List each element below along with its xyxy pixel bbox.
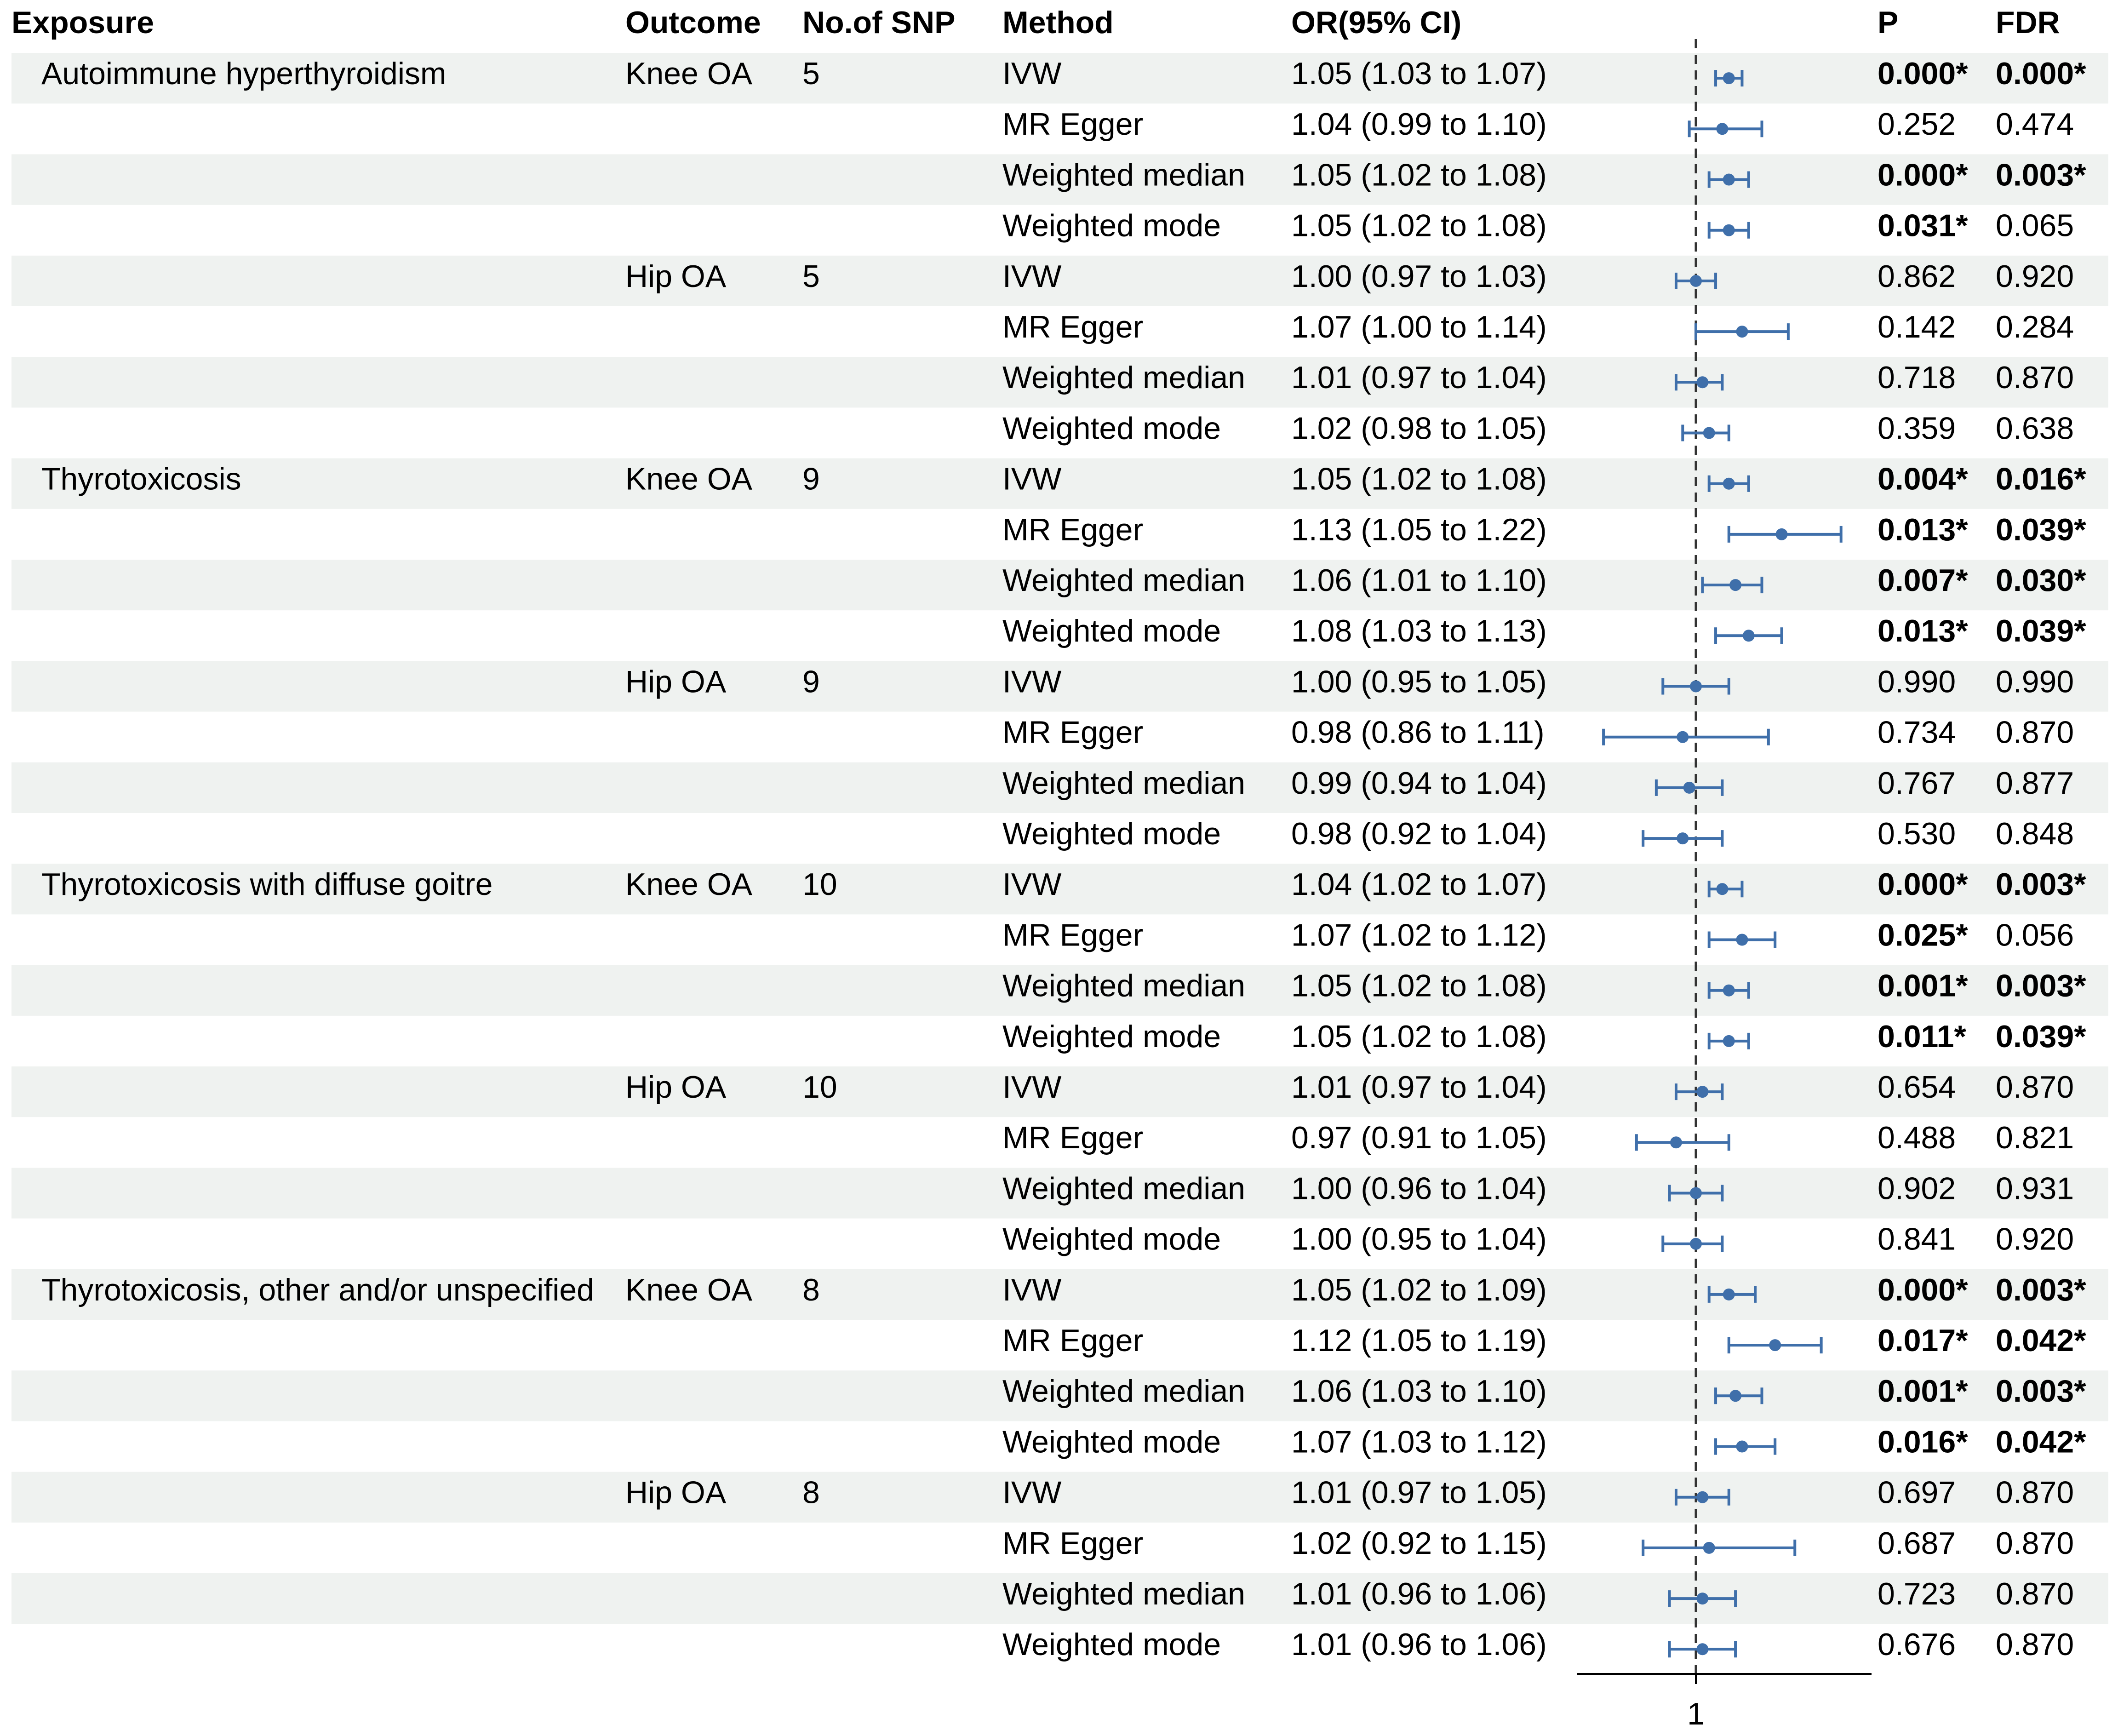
- cell-method: Weighted mode: [1002, 411, 1221, 446]
- cell-exposure: Thyrotoxicosis: [41, 461, 241, 497]
- cell-method: Weighted mode: [1002, 208, 1221, 243]
- cell-or: 1.05 (1.02 to 1.08): [1291, 157, 1547, 193]
- point-estimate: [1690, 1238, 1702, 1250]
- cell-fdr: 0.039*: [1996, 613, 2086, 649]
- cell-fdr: 0.920: [1996, 1221, 2074, 1257]
- point-estimate: [1776, 528, 1788, 540]
- cell-p: 0.001*: [1878, 1374, 1968, 1409]
- cell-method: IVW: [1002, 461, 1062, 497]
- cell-p: 0.007*: [1878, 563, 1968, 598]
- cell-fdr: 0.474: [1996, 107, 2074, 142]
- cell-method: MR Egger: [1002, 512, 1144, 547]
- cell-fdr: 0.920: [1996, 258, 2074, 294]
- cell-method: Weighted median: [1002, 968, 1245, 1003]
- cell-fdr: 0.056: [1996, 917, 2074, 953]
- cell-method: MR Egger: [1002, 1323, 1144, 1358]
- cell-fdr: 0.870: [1996, 360, 2074, 395]
- cell-exposure: Thyrotoxicosis, other and/or unspecified: [41, 1272, 594, 1307]
- cell-fdr: 0.931: [1996, 1171, 2074, 1206]
- cell-or: 1.13 (1.05 to 1.22): [1291, 512, 1547, 547]
- point-estimate: [1723, 72, 1735, 84]
- cell-p: 0.862: [1878, 258, 1956, 294]
- x-axis-tick-label: 1: [1687, 1696, 1705, 1731]
- cell-p: 0.017*: [1878, 1323, 1968, 1358]
- cell-p: 0.031*: [1878, 208, 1968, 243]
- point-estimate: [1696, 1491, 1708, 1503]
- cell-p: 0.013*: [1878, 613, 1968, 649]
- cell-fdr: 0.003*: [1996, 968, 2086, 1003]
- cell-method: IVW: [1002, 867, 1062, 902]
- cell-or: 1.05 (1.03 to 1.07): [1291, 56, 1547, 91]
- point-estimate: [1769, 1339, 1781, 1351]
- cell-method: MR Egger: [1002, 917, 1144, 953]
- point-estimate: [1690, 681, 1702, 693]
- cell-p: 0.990: [1878, 664, 1956, 699]
- point-estimate: [1716, 123, 1728, 135]
- cell-p: 0.000*: [1878, 1272, 1968, 1307]
- point-estimate: [1670, 1136, 1682, 1148]
- cell-or: 1.08 (1.03 to 1.13): [1291, 613, 1547, 649]
- cell-fdr: 0.030*: [1996, 563, 2086, 598]
- cell-nsnp: 10: [802, 1070, 837, 1105]
- cell-nsnp: 9: [802, 461, 820, 497]
- cell-outcome: Hip OA: [625, 1475, 727, 1510]
- cell-p: 0.001*: [1878, 968, 1968, 1003]
- cell-method: IVW: [1002, 258, 1062, 294]
- cell-p: 0.011*: [1878, 1019, 1966, 1054]
- cell-method: MR Egger: [1002, 107, 1144, 142]
- cell-fdr: 0.870: [1996, 1627, 2074, 1662]
- point-estimate: [1703, 1542, 1715, 1554]
- cell-outcome: Knee OA: [625, 461, 752, 497]
- cell-or: 1.02 (0.92 to 1.15): [1291, 1525, 1547, 1561]
- cell-outcome: Hip OA: [625, 664, 727, 699]
- cell-method: IVW: [1002, 56, 1062, 91]
- cell-p: 0.000*: [1878, 867, 1968, 902]
- cell-or: 1.00 (0.97 to 1.03): [1291, 258, 1547, 294]
- cell-method: Weighted median: [1002, 1171, 1245, 1206]
- point-estimate: [1696, 1593, 1708, 1604]
- header-outcome: Outcome: [625, 5, 761, 40]
- cell-p: 0.687: [1878, 1525, 1956, 1561]
- cell-p: 0.025*: [1878, 917, 1968, 953]
- cell-or: 1.02 (0.98 to 1.05): [1291, 411, 1547, 446]
- cell-fdr: 0.003*: [1996, 867, 2086, 902]
- cell-fdr: 0.003*: [1996, 1272, 2086, 1307]
- cell-method: MR Egger: [1002, 1525, 1144, 1561]
- header-row: [11, 5, 2060, 40]
- cell-or: 1.01 (0.97 to 1.04): [1291, 1070, 1547, 1105]
- cell-method: Weighted median: [1002, 360, 1245, 395]
- cell-nsnp: 5: [802, 56, 820, 91]
- cell-p: 0.488: [1878, 1120, 1956, 1156]
- header-p: P: [1878, 5, 1899, 40]
- header-nsnp: No.of SNP: [802, 5, 956, 40]
- cell-fdr: 0.065: [1996, 208, 2074, 243]
- cell-or: 1.05 (1.02 to 1.09): [1291, 1272, 1547, 1307]
- cell-or: 1.01 (0.96 to 1.06): [1291, 1576, 1547, 1611]
- cell-method: IVW: [1002, 1272, 1062, 1307]
- point-estimate: [1690, 275, 1702, 287]
- cell-method: Weighted mode: [1002, 1019, 1221, 1054]
- cell-nsnp: 10: [802, 867, 837, 902]
- cell-or: 1.07 (1.02 to 1.12): [1291, 917, 1547, 953]
- point-estimate: [1736, 934, 1748, 946]
- cell-method: Weighted mode: [1002, 1221, 1221, 1257]
- cell-fdr: 0.870: [1996, 1525, 2074, 1561]
- cell-or: 1.06 (1.03 to 1.10): [1291, 1374, 1547, 1409]
- cell-p: 0.767: [1878, 765, 1956, 801]
- cell-method: Weighted median: [1002, 157, 1245, 193]
- cell-fdr: 0.039*: [1996, 1019, 2086, 1054]
- cell-method: Weighted median: [1002, 563, 1245, 598]
- cell-method: IVW: [1002, 664, 1062, 699]
- cell-p: 0.016*: [1878, 1424, 1968, 1460]
- point-estimate: [1723, 478, 1735, 490]
- cell-or: 0.98 (0.86 to 1.11): [1291, 715, 1545, 750]
- header-or: OR(95% CI): [1291, 5, 1462, 40]
- cell-p: 0.000*: [1878, 56, 1968, 91]
- cell-or: 1.01 (0.96 to 1.06): [1291, 1627, 1547, 1662]
- cell-or: 1.12 (1.05 to 1.19): [1291, 1323, 1547, 1358]
- point-estimate: [1729, 579, 1741, 591]
- cell-or: 1.00 (0.95 to 1.04): [1291, 1221, 1547, 1257]
- cell-method: Weighted mode: [1002, 1627, 1221, 1662]
- cell-or: 0.98 (0.92 to 1.04): [1291, 816, 1547, 851]
- cell-or: 1.05 (1.02 to 1.08): [1291, 1019, 1547, 1054]
- cell-exposure: Autoimmune hyperthyroidism: [41, 56, 446, 91]
- cell-p: 0.000*: [1878, 157, 1968, 193]
- cell-nsnp: 5: [802, 258, 820, 294]
- cell-nsnp: 8: [802, 1475, 820, 1510]
- cell-outcome: Knee OA: [625, 867, 752, 902]
- cell-p: 0.841: [1878, 1221, 1956, 1257]
- cell-fdr: 0.870: [1996, 715, 2074, 750]
- cell-fdr: 0.042*: [1996, 1323, 2086, 1358]
- cell-p: 0.697: [1878, 1475, 1956, 1510]
- cell-outcome: Knee OA: [625, 1272, 752, 1307]
- cell-p: 0.530: [1878, 816, 1956, 851]
- point-estimate: [1696, 376, 1708, 388]
- cell-method: Weighted mode: [1002, 613, 1221, 649]
- cell-or: 1.07 (1.00 to 1.14): [1291, 309, 1547, 344]
- point-estimate: [1683, 782, 1695, 794]
- cell-outcome: Hip OA: [625, 1070, 727, 1105]
- cell-or: 1.00 (0.95 to 1.05): [1291, 664, 1547, 699]
- cell-p: 0.676: [1878, 1627, 1956, 1662]
- point-estimate: [1723, 1035, 1735, 1047]
- cell-method: IVW: [1002, 1475, 1062, 1510]
- cell-fdr: 0.003*: [1996, 1374, 2086, 1409]
- cell-outcome: Knee OA: [625, 56, 752, 91]
- cell-p: 0.252: [1878, 107, 1956, 142]
- cell-or: 1.05 (1.02 to 1.08): [1291, 461, 1547, 497]
- cell-fdr: 0.284: [1996, 309, 2074, 344]
- cell-method: Weighted mode: [1002, 1424, 1221, 1460]
- cell-fdr: 0.848: [1996, 816, 2074, 851]
- point-estimate: [1696, 1086, 1708, 1098]
- cell-method: IVW: [1002, 1070, 1062, 1105]
- cell-or: 1.06 (1.01 to 1.10): [1291, 563, 1547, 598]
- cell-p: 0.718: [1878, 360, 1956, 395]
- point-estimate: [1716, 883, 1728, 895]
- cell-or: 1.04 (1.02 to 1.07): [1291, 867, 1547, 902]
- cell-or: 1.01 (0.97 to 1.04): [1291, 360, 1547, 395]
- cell-or: 1.01 (0.97 to 1.05): [1291, 1475, 1547, 1510]
- cell-method: Weighted median: [1002, 1374, 1245, 1409]
- cell-or: 0.99 (0.94 to 1.04): [1291, 765, 1547, 801]
- cell-fdr: 0.870: [1996, 1576, 2074, 1611]
- cell-fdr: 0.000*: [1996, 56, 2086, 91]
- cell-p: 0.013*: [1878, 512, 1968, 547]
- point-estimate: [1723, 224, 1735, 236]
- point-estimate: [1723, 1289, 1735, 1301]
- cell-nsnp: 9: [802, 664, 820, 699]
- cell-fdr: 0.821: [1996, 1120, 2074, 1156]
- cell-p: 0.142: [1878, 309, 1956, 344]
- cell-fdr: 0.990: [1996, 664, 2074, 699]
- cell-or: 1.05 (1.02 to 1.08): [1291, 968, 1547, 1003]
- point-estimate: [1743, 630, 1755, 642]
- cell-fdr: 0.042*: [1996, 1424, 2086, 1460]
- point-estimate: [1723, 174, 1735, 186]
- cell-outcome: Hip OA: [625, 258, 727, 294]
- header-exposure: Exposure: [11, 5, 154, 40]
- cell-method: Weighted median: [1002, 1576, 1245, 1611]
- point-estimate: [1736, 326, 1748, 338]
- cell-method: Weighted median: [1002, 765, 1245, 801]
- point-estimate: [1677, 731, 1689, 743]
- cell-method: Weighted mode: [1002, 816, 1221, 851]
- cell-p: 0.359: [1878, 411, 1956, 446]
- cell-method: MR Egger: [1002, 1120, 1144, 1156]
- cell-fdr: 0.870: [1996, 1070, 2074, 1105]
- cell-fdr: 0.877: [1996, 765, 2074, 801]
- point-estimate: [1736, 1441, 1748, 1453]
- point-estimate: [1703, 427, 1715, 439]
- cell-or: 1.05 (1.02 to 1.08): [1291, 208, 1547, 243]
- cell-method: MR Egger: [1002, 715, 1144, 750]
- point-estimate: [1677, 832, 1689, 844]
- header-fdr: FDR: [1996, 5, 2060, 40]
- cell-fdr: 0.003*: [1996, 157, 2086, 193]
- cell-fdr: 0.016*: [1996, 461, 2086, 497]
- cell-nsnp: 8: [802, 1272, 820, 1307]
- header-method: Method: [1002, 5, 1114, 40]
- cell-fdr: 0.039*: [1996, 512, 2086, 547]
- cell-p: 0.734: [1878, 715, 1956, 750]
- cell-or: 1.04 (0.99 to 1.10): [1291, 107, 1547, 142]
- cell-p: 0.723: [1878, 1576, 1956, 1611]
- cell-p: 0.004*: [1878, 461, 1968, 497]
- cell-or: 1.00 (0.96 to 1.04): [1291, 1171, 1547, 1206]
- point-estimate: [1723, 985, 1735, 997]
- cell-fdr: 0.638: [1996, 411, 2074, 446]
- cell-p: 0.902: [1878, 1171, 1956, 1206]
- cell-or: 0.97 (0.91 to 1.05): [1291, 1120, 1547, 1156]
- cell-method: MR Egger: [1002, 309, 1144, 344]
- cell-exposure: Thyrotoxicosis with diffuse goitre: [41, 867, 493, 902]
- cell-p: 0.654: [1878, 1070, 1956, 1105]
- cell-or: 1.07 (1.03 to 1.12): [1291, 1424, 1547, 1460]
- point-estimate: [1729, 1390, 1741, 1402]
- point-estimate: [1696, 1643, 1708, 1655]
- point-estimate: [1690, 1187, 1702, 1199]
- cell-fdr: 0.870: [1996, 1475, 2074, 1510]
